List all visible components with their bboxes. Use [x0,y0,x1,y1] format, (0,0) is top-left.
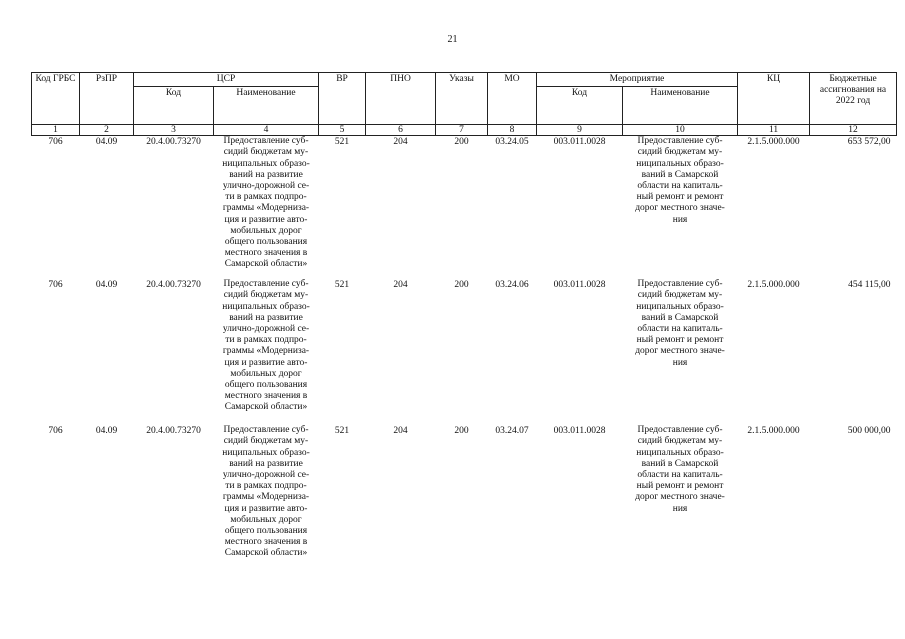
column-number: 8 [488,125,537,136]
column-number: 4 [214,125,319,136]
cell-vr: 521 [334,426,350,437]
table-body [32,136,897,560]
column-number: 3 [134,125,214,136]
header-meropr-name: Наименование [623,87,738,125]
cell-vr: 521 [334,280,350,291]
budget-table [31,72,897,560]
column-number: 2 [80,125,134,136]
cell-csr-name: Предоставление суб- сидий бюджетам му- ниципальных образо- ваний на развитие улично-дорожной се- ти в рамках подпро- граммы «Модерниза- ция и развитие авто- мобильных дорог общего пользования местного значения в Самарской области» [222,279,310,413]
cell-vr: 521 [334,137,350,148]
header-kc: КЦ [738,73,810,125]
cell-meropr-code: 003.011.0028 [553,426,606,437]
header-rzpr: РзПР [80,73,134,125]
cell-mo: 03.24.06 [495,280,529,291]
cell-grbs: 706 [48,426,63,437]
cell-pno: 204 [393,280,408,291]
cell-csr-name: Предоставление суб- сидий бюджетам му- ниципальных образо- ваний на развитие улично-дорожной се- ти в рамках подпро- граммы «Модерниза- ция и развитие авто- мобильных дорог общего пользования местного значения в Самарской области» [222,425,310,559]
cell-csr-code: 20.4.00.73270 [146,426,201,437]
cell-meropr-name: Предоставление суб- сидий бюджетам му- ниципальных образо- ваний в Самарской области на капиталь- ный ремонт и ремонт дорог местного значе- ния [635,279,725,368]
cell-ukazy: 200 [454,137,469,148]
table-row [32,279,897,425]
header-meropriyatie: Мероприятие [537,73,738,87]
cell-ukazy: 200 [454,280,469,291]
cell-amount: 653 572,00 [847,137,891,148]
cell-meropr-code: 003.011.0028 [553,280,606,291]
cell-kc: 2.1.5.000.000 [747,426,800,437]
header-mo: МО [488,73,537,125]
table-header [32,73,897,136]
cell-grbs: 706 [48,137,63,148]
header-vr: ВР [319,73,366,125]
column-number-row [32,125,897,136]
header-pno: ПНО [366,73,436,125]
cell-meropr-name: Предоставление суб- сидий бюджетам му- ниципальных образо- ваний в Самарской области на капиталь- ный ремонт и ремонт дорог местного значе- ния [635,136,725,225]
header-csr-kod: Код [134,87,214,125]
cell-meropr-code: 003.011.0028 [553,137,606,148]
header-csr: ЦСР [134,73,319,87]
column-number: 5 [319,125,366,136]
cell-pno: 204 [393,137,408,148]
cell-csr-code: 20.4.00.73270 [146,137,201,148]
cell-mo: 03.24.05 [495,137,529,148]
column-number: 11 [738,125,810,136]
column-number: 6 [366,125,436,136]
cell-rzpr: 04.09 [95,137,118,148]
header-csr-name: Наименование [214,87,319,125]
cell-csr-name: Предоставление суб- сидий бюджетам му- ниципальных образо- ваний на развитие улично-дорожной се- ти в рамках подпро- граммы «Модерниза- ция и развитие авто- мобильных дорог общего пользования местного значения в Самарской области» [222,136,310,270]
cell-amount: 454 115,00 [848,280,891,291]
table-row [32,425,897,559]
cell-rzpr: 04.09 [95,280,118,291]
column-number: 7 [436,125,488,136]
header-budget: Бюджетные ассигнования на 2022 год [810,73,897,125]
column-number: 1 [32,125,80,136]
cell-grbs: 706 [48,280,63,291]
cell-amount: 500 000,00 [847,426,891,437]
cell-meropr-name: Предоставление суб- сидий бюджетам му- ниципальных образо- ваний в Самарской области на капиталь- ный ремонт и ремонт дорог местного значе- ния [635,425,725,514]
header-kod-grbs: Код ГРБС [32,73,80,125]
cell-kc: 2.1.5.000.000 [747,280,800,291]
header-ukazy: Указы [436,73,488,125]
header-meropr-kod: Код [537,87,623,125]
cell-pno: 204 [393,426,408,437]
cell-ukazy: 200 [454,426,469,437]
column-number: 10 [623,125,738,136]
cell-mo: 03.24.07 [495,426,529,437]
table-row [32,136,897,280]
column-number: 12 [810,125,897,136]
cell-rzpr: 04.09 [95,426,118,437]
cell-csr-code: 20.4.00.73270 [146,280,201,291]
column-number: 9 [537,125,623,136]
cell-kc: 2.1.5.000.000 [747,137,800,148]
page-number: 21 [447,34,458,45]
